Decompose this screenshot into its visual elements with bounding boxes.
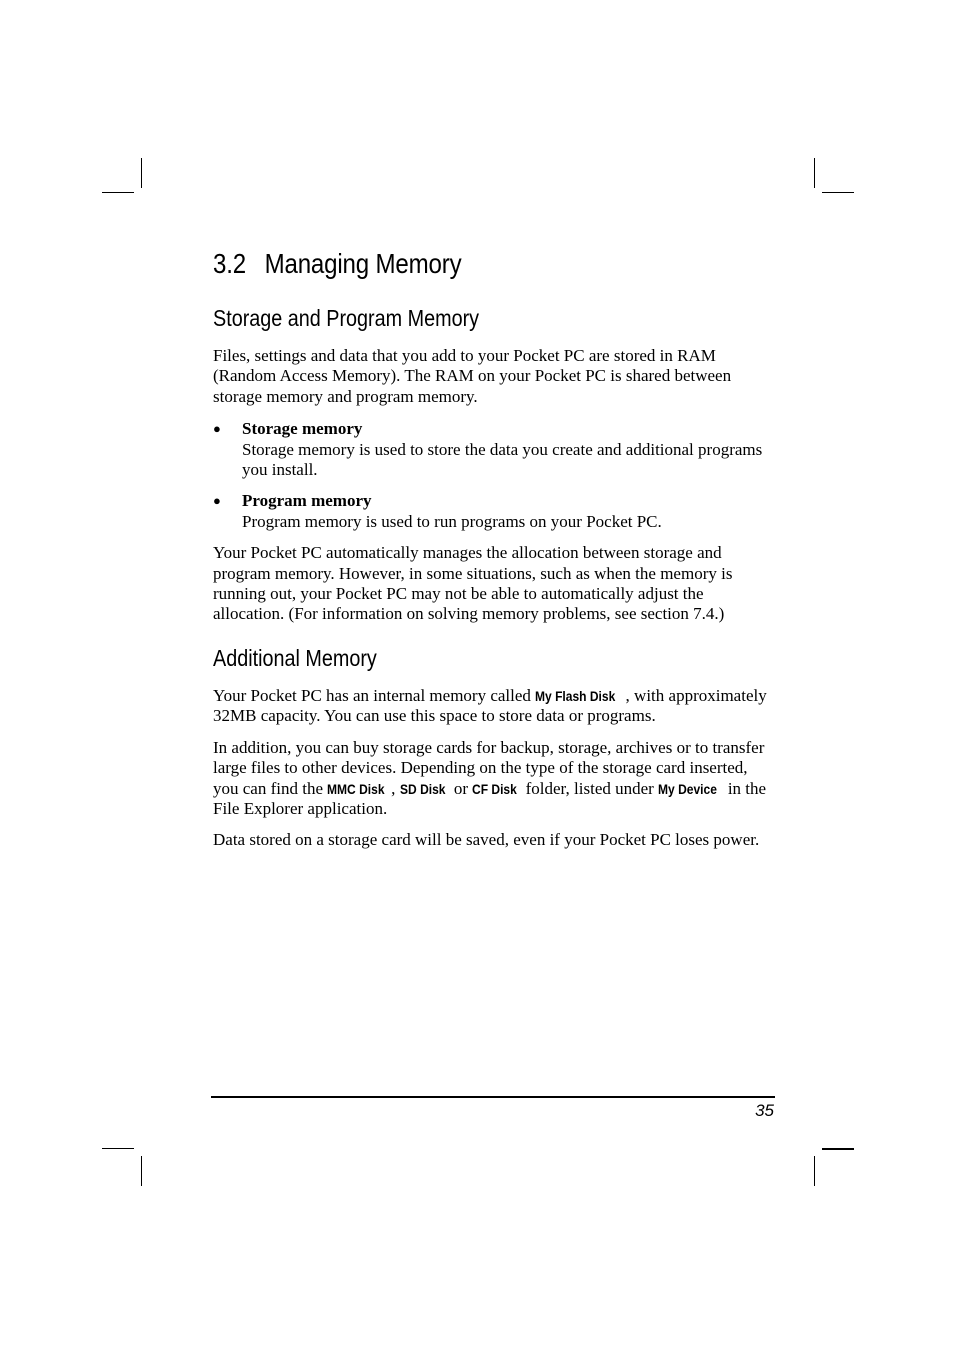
text-run: or	[449, 778, 473, 798]
crop-mark-bottom-left-v	[141, 1156, 142, 1186]
ui-term-sd-disk: SD Disk	[399, 780, 446, 797]
text-run: Your Pocket PC has an internal memory called	[213, 685, 536, 705]
chapter-number: 3.2	[213, 248, 246, 279]
text-run: folder, listed under	[521, 778, 659, 798]
bullet-text: Program memory is used to run programs on your Pocket PC.	[242, 511, 662, 531]
page-number: 35	[755, 1101, 774, 1120]
storage-outro-paragraph: Your Pocket PC automatically manages the allocation between storage and program memory. However, in some situations, such as when the memory is running out, your Pocket PC may not be able to automatically adjust the allocation. (For information on solving memory problems, see section 7.4.)	[213, 543, 733, 624]
footer-rule	[211, 1096, 775, 1098]
crop-mark-top-left-h	[102, 192, 134, 193]
storage-intro-paragraph: Files, settings and data that you add to your Pocket PC are stored in RAM (Random Access Memory). The RAM on your Pocket PC is shared between storage memory and program memory.	[213, 346, 732, 406]
text-run: ,	[391, 778, 400, 798]
ui-term-my-device: My Device	[658, 780, 717, 797]
text-run: In addition, you can buy storage cards for backup, storage, archives or to transfer large files to other devices. Depending on the type of the storage card inserted, you can find the	[213, 737, 765, 798]
chapter-title: Managing Memory	[264, 248, 462, 279]
section-heading-storage: Storage and Program Memory	[213, 305, 480, 331]
crop-mark-bottom-right-v	[814, 1156, 815, 1186]
list-item	[213, 419, 775, 480]
chapter-heading	[213, 248, 696, 280]
crop-mark-top-left-v	[141, 158, 142, 188]
text-run: in the File Explorer application.	[213, 778, 767, 818]
additional-paragraph-1	[213, 686, 775, 727]
crop-mark-top-right-v	[814, 158, 815, 188]
memory-type-list	[213, 419, 775, 532]
crop-mark-bottom-left-h	[102, 1148, 134, 1149]
ui-term-cf-disk: CF Disk	[472, 780, 518, 797]
additional-paragraph-2	[213, 738, 775, 820]
bullet-title: Program memory	[242, 491, 372, 511]
section-heading-additional: Additional Memory	[213, 644, 377, 671]
text-run: , with approximately 32MB capacity. You can use this space to store data or programs.	[213, 685, 767, 726]
bullet-icon: ●	[213, 493, 221, 509]
list-item	[213, 491, 775, 532]
ui-term-mmc-disk: MMC Disk	[327, 780, 385, 797]
crop-mark-bottom-right-h	[822, 1148, 854, 1150]
crop-mark-top-right-h	[822, 192, 854, 193]
page-content	[213, 248, 775, 851]
bullet-text: Storage memory is used to store the data you create and additional programs you install.	[242, 439, 763, 480]
ui-term-my-flash-disk: My Flash Disk	[535, 687, 616, 704]
bullet-title: Storage memory	[242, 419, 363, 439]
additional-paragraph-3: Data stored on a storage card will be saved, even if your Pocket PC loses power.	[213, 830, 760, 850]
bullet-icon: ●	[213, 421, 221, 437]
